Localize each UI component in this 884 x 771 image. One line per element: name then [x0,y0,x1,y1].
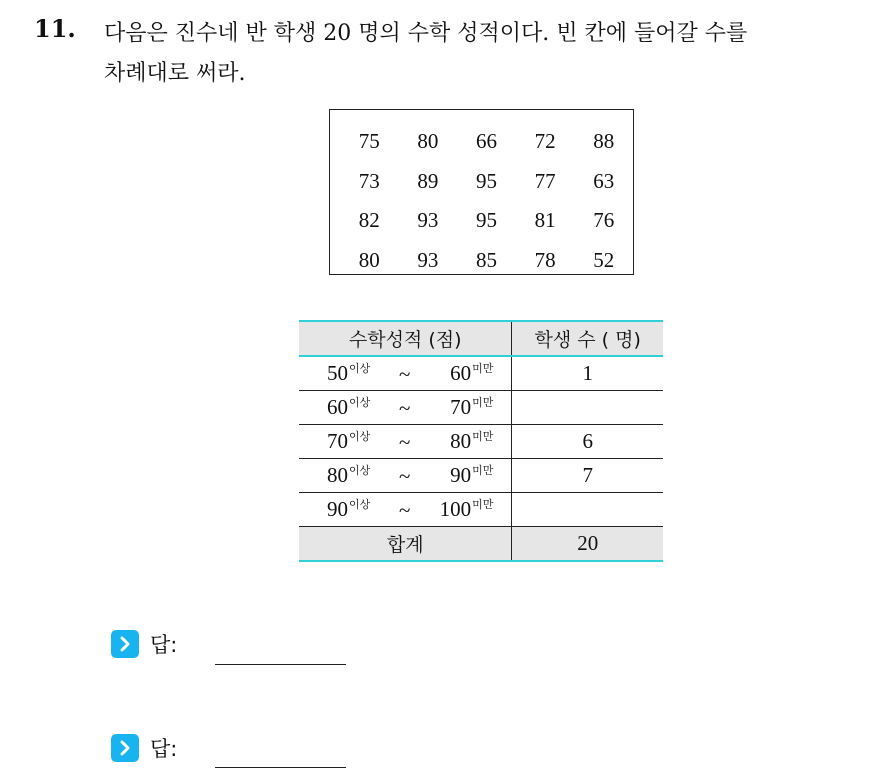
interval-lower: 90 [327,497,348,521]
lower-suffix: 이상 [349,498,371,511]
raw-scores-grid [340,122,633,280]
answer-blank-1[interactable] [215,664,346,665]
interval-tilde: ~ [399,464,411,488]
score-cell: 93 [417,208,439,233]
score-cell: 81 [534,208,556,233]
question-number: 11. [34,14,76,43]
answer-row-1 [111,629,177,659]
interval-lower: 50 [327,361,348,385]
answer-label: 답: [150,633,178,657]
class-interval [299,493,512,527]
frequency-row [299,356,663,391]
class-interval [299,356,512,391]
frequency-row [299,425,663,459]
score-cell: 95 [475,168,497,193]
score-cell: 89 [417,168,439,193]
answer-label: 답: [150,737,178,761]
raw-scores-row [340,201,633,241]
interval-lower: 70 [327,429,348,453]
upper-suffix: 미만 [472,430,494,443]
chevron-right-icon [111,734,139,762]
lower-suffix: 이상 [349,430,371,443]
score-cell: 63 [593,168,615,193]
student-count: 7 [512,459,663,493]
score-cell: 52 [593,247,615,272]
interval-upper: 80 [450,429,472,453]
header-count: 학생 수 ( 명) [512,321,663,356]
upper-suffix: 미만 [472,498,494,511]
score-cell: 76 [593,208,615,233]
interval-upper: 90 [450,463,472,487]
question-line-1: 다음은 진수네 반 학생 20 명의 수학 성적이다. 빈 칸에 들어갈 수를 [104,21,748,46]
score-cell: 72 [534,129,556,154]
upper-suffix: 미만 [472,362,494,375]
upper-suffix: 미만 [472,464,494,477]
score-cell: 93 [417,247,439,272]
score-cell: 82 [358,208,380,233]
raw-scores-row [340,122,633,162]
student-count-blank [512,493,663,527]
score-cell: 73 [358,168,380,193]
answer-row-2 [111,733,177,763]
student-count: 1 [512,356,663,391]
raw-scores-row [340,162,633,202]
score-cell: 77 [534,168,556,193]
lower-suffix: 이상 [349,464,371,477]
interval-tilde: ~ [399,362,411,386]
score-cell: 80 [358,247,380,272]
question-line-2: 차례대로 써라. [104,61,246,86]
lower-suffix: 이상 [349,362,371,375]
interval-tilde: ~ [399,396,411,420]
raw-scores-box [329,109,634,275]
score-cell: 88 [593,129,615,154]
class-interval [299,425,512,459]
score-cell: 85 [475,247,497,272]
lower-suffix: 이상 [349,396,371,409]
total-row [299,527,663,562]
total-value: 20 [512,527,663,562]
interval-lower: 60 [327,395,348,419]
score-cell: 66 [475,129,497,154]
frequency-header-row [299,321,663,356]
score-cell: 78 [534,247,556,272]
class-interval [299,391,512,425]
score-cell: 80 [417,129,439,154]
interval-lower: 80 [327,463,348,487]
raw-scores-row [340,241,633,281]
interval-tilde: ~ [399,430,411,454]
student-count: 6 [512,425,663,459]
total-label: 합계 [299,527,512,562]
frequency-row [299,493,663,527]
upper-suffix: 미만 [472,396,494,409]
interval-upper: 70 [450,395,472,419]
interval-upper: 60 [450,361,472,385]
header-score: 수학성적 (점) [299,321,512,356]
frequency-row [299,391,663,425]
frequency-row [299,459,663,493]
question-text [104,14,874,94]
score-cell: 75 [358,129,380,154]
frequency-table [299,320,663,562]
interval-upper: 100 [439,497,472,521]
interval-tilde: ~ [399,498,411,522]
student-count-blank [512,391,663,425]
answer-blank-2[interactable] [215,767,346,768]
chevron-right-icon [111,630,139,658]
class-interval [299,459,512,493]
score-cell: 95 [475,208,497,233]
